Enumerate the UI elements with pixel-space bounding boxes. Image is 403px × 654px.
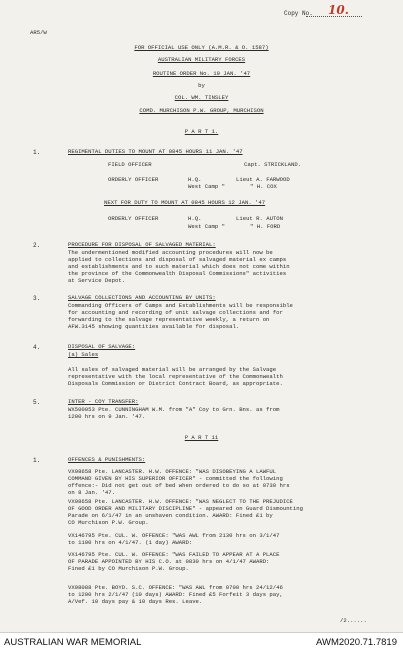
- offence-5-line: to 1200 hrs 2/1/47 (10 days) AWARD: Fined £5 Forfeit 3 days pay,: [68, 591, 283, 598]
- copy-label: Copy No.: [284, 10, 313, 17]
- page-continuation: /2......: [340, 617, 367, 624]
- section-3-line: forwarding to the salvage representative weekly, a return on: [68, 316, 270, 323]
- section-2-heading: PROCEDURE FOR DISPOSAL OF SALVAGED MATERIAL:: [68, 241, 216, 248]
- footer-bar: [0, 632, 403, 654]
- section-3-number: 3.: [33, 295, 41, 302]
- section-1-number: 1.: [33, 149, 41, 156]
- section-2-line: applied to collections and disposal of salvaged material ex camps: [68, 256, 287, 263]
- document-ref: AR5/W: [30, 29, 47, 36]
- commander: COL. WM. TINSLEY: [174, 94, 229, 101]
- section-4-number: 4.: [33, 344, 41, 351]
- offence-2-line: VX98658 Pte. LANCASTER. H.W. OFFENCE: "WAS NEGLECT TO THE PREJUDICE: [68, 498, 293, 505]
- field-officer-name: Capt. STRICKLAND.: [244, 161, 302, 168]
- section-5-heading: INTER - COY TRANSFER:: [68, 398, 139, 405]
- section-4-line: Disposals Commission or District Contract Board, as appropriate.: [68, 380, 283, 387]
- section-4-subheading: (a) Sales: [68, 351, 99, 358]
- section-1-heading: REGIMENTAL DUTIES TO MOUNT AT 0845 HOURS 11 JAN. '47: [68, 148, 243, 155]
- orderly-officer-2-west-camp-name: " H. FORD: [250, 223, 281, 230]
- orderly-officer-hq-name: Lieut A. FARWOOD: [236, 176, 290, 183]
- organisation: AUSTRALIAN MILITARY FORCES: [157, 56, 246, 63]
- offence-3-line: VX146795 Pte. CUL. W. OFFENCE: "WAS AWL from 2130 hrs on 3/1/47: [68, 532, 280, 539]
- orderly-officer-label: ORDERLY OFFICER: [108, 176, 159, 183]
- offence-1-line: VX98658 Pte. LANCASTER. H.W. OFFENCE: "WAS DISOBEYING A LAWFUL: [68, 468, 277, 475]
- offence-2-line: CO Murchison P.W. Group.: [68, 519, 149, 526]
- next-duty-heading: NEXT FOR DUTY TO MOUNT AT 0845 HOURS 12 JAN. '47: [104, 199, 266, 206]
- offence-2-line: Parade on 6/1/47 in an unshaven condition. AWARD: Fined £1 by: [68, 512, 273, 519]
- part-1-heading: P A R T 1.: [184, 128, 219, 135]
- section-2-line: the province of the Commonwealth Disposal Commissions" activities: [68, 270, 287, 277]
- offence-1-line: on 8 Jan. '47.: [68, 489, 115, 496]
- footer-accession-number: AWM2020.71.7819: [316, 637, 397, 648]
- offence-3-line: to 1100 hrs on 4/1/47. (1 day) AWARD:: [68, 539, 193, 546]
- offence-1-line: offence:- Did not get out of bed when ordered to do so at 0730 hrs: [68, 482, 290, 489]
- section-4-heading: DISPOSAL OF SALVAGE:: [68, 343, 136, 350]
- order-title: ROUTINE ORDER No. 10 JAN. '47: [152, 70, 251, 77]
- offence-5-line: A/Vef. 10 days pay & 10 days Res. Leave.: [68, 598, 203, 605]
- offence-2-line: OF GOOD ORDER AND MILITARY DISCIPLINE" - appeared on Guard Dismounting: [68, 505, 303, 512]
- security-classification: FOR OFFICIAL USE ONLY (A.M.R. & O. 1587): [134, 44, 269, 51]
- section-2-line: and establishments and to such material which does not come within: [68, 263, 290, 270]
- section-5-line: 1200 hrs on 9 Jan. '47.: [68, 413, 146, 420]
- by-line: by: [198, 82, 205, 89]
- offences-heading: OFFENCES & PUNISHMENTS:: [68, 456, 146, 463]
- field-officer-label: FIELD OFFICER: [108, 161, 152, 168]
- part-2-section-1-number: 1.: [33, 457, 41, 464]
- offence-1-line: COMMAND GIVEN BY HIS SUPERIOR OFFICER" - committed the following: [68, 475, 283, 482]
- orderly-officer-2-hq: H.Q.: [188, 215, 202, 222]
- offence-4-line: VX146795 Pte. CUL. W. OFFENCE: "WAS FAILED TO APPEAR AT A PLACE: [68, 551, 280, 558]
- offence-4-line: Fined £1 by CO Murchison P.W. Group.: [68, 565, 189, 572]
- section-3-line: for accounting and recording of unit salvage collections and for: [68, 309, 283, 316]
- offence-5-line: VX98088 Pte. BOYD. S.C. OFFENCE: "WAS AWL from 0700 hrs 24/12/46: [68, 584, 283, 591]
- section-2-line: at Service Depot.: [68, 277, 126, 284]
- section-4-line: All sales of salvaged material will be arranged by the Salvage: [68, 366, 277, 373]
- section-5-line: WX500053 Pte. CUNNINGHAM W.M. from "A" Coy to Grn. Bns. as from: [68, 406, 280, 413]
- copy-number: 10.: [328, 3, 349, 17]
- section-2-line: The undermentioned modified accounting procedures will now be: [68, 249, 273, 256]
- section-3-line: AFW.3145 showing quantities available for disposal.: [68, 323, 240, 330]
- orderly-officer-west-camp-name: " H. COX: [250, 183, 277, 190]
- section-2-number: 2.: [33, 242, 41, 249]
- offence-4-line: OF PARADE APPOINTED BY HIS C.O. at 0830 hrs on 4/1/47 AWARD:: [68, 558, 270, 565]
- orderly-officer-2-label: ORDERLY OFFICER: [108, 215, 159, 222]
- orderly-officer-2-west-camp: West Camp ": [188, 223, 225, 230]
- section-3-heading: SALVAGE COLLECTIONS AND ACCOUNTING BY UNITS:: [68, 294, 216, 301]
- section-3-line: Commanding Officers of Camps and Establishments will be responsible: [68, 302, 293, 309]
- part-2-heading: P A R T 11: [184, 434, 219, 441]
- command: COMD. MURCHISON P.W. GROUP, MURCHISON: [139, 107, 264, 114]
- orderly-officer-2-hq-name: Lieut R. AUTON: [236, 215, 283, 222]
- footer-institution: AUSTRALIAN WAR MEMORIAL: [4, 637, 142, 648]
- section-4-line: representative with the local representative of the Commonwealth: [68, 373, 283, 380]
- orderly-officer-west-camp: West Camp ": [188, 183, 225, 190]
- orderly-officer-hq: H.Q.: [188, 176, 202, 183]
- section-5-number: 5.: [33, 399, 41, 406]
